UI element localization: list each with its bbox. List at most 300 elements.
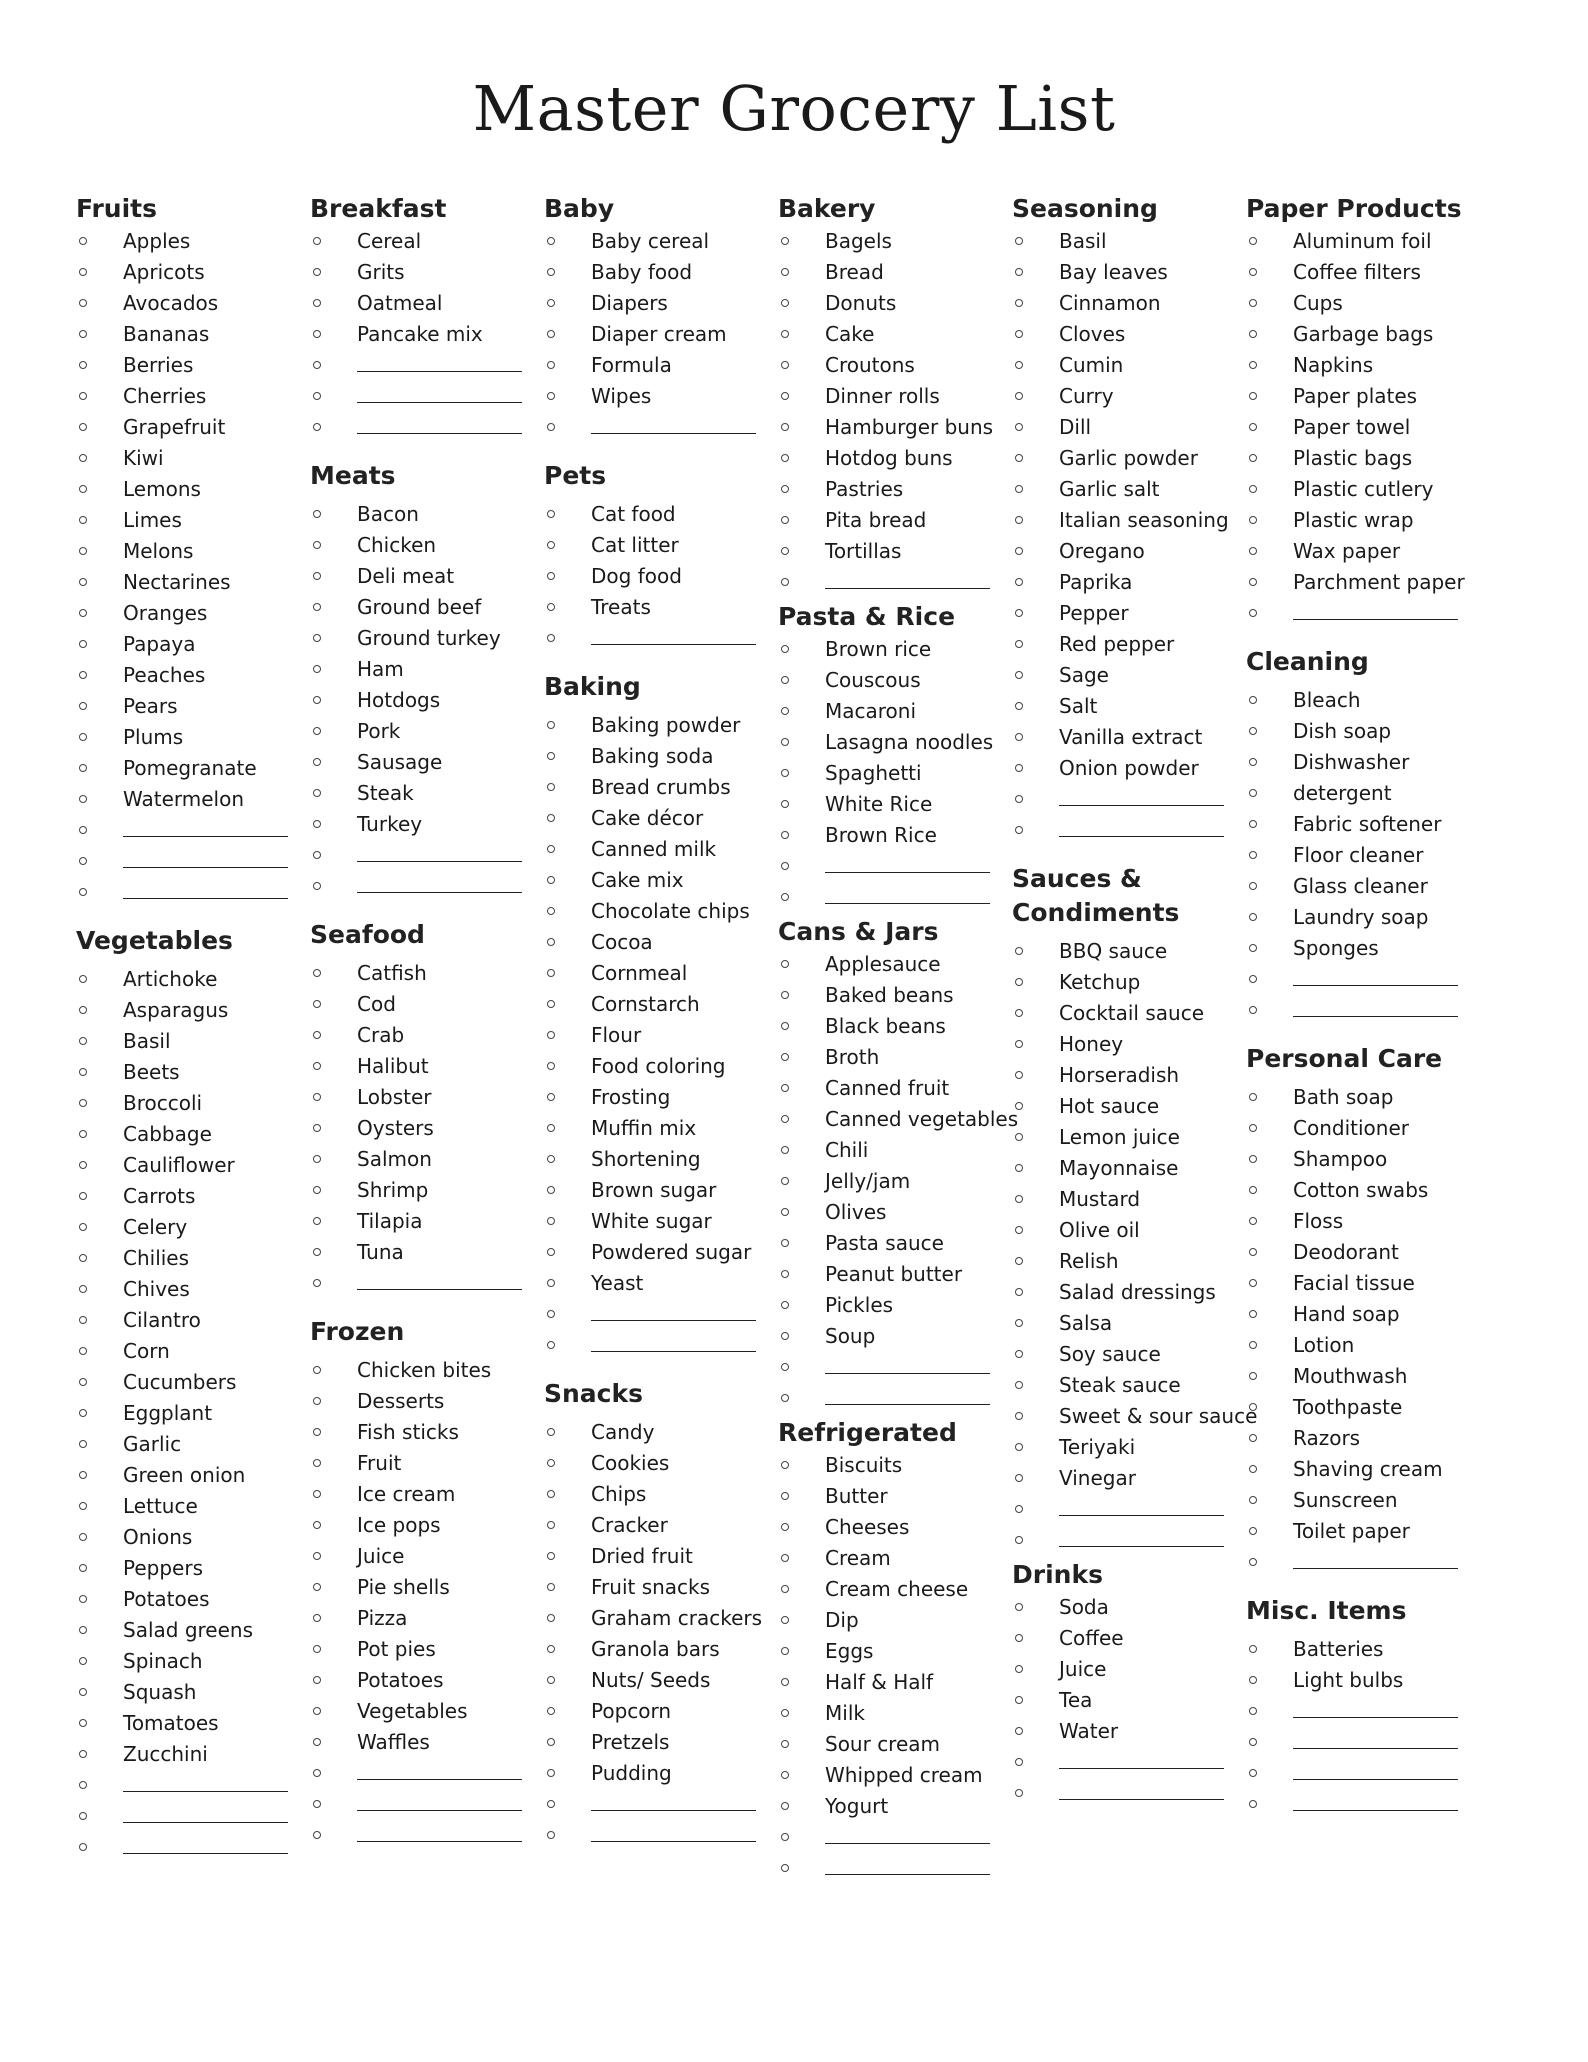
blank-item[interactable] [778, 882, 1018, 913]
checkbox-circle-icon[interactable] [79, 1161, 87, 1169]
blank-item[interactable] [1246, 1789, 1465, 1820]
list-item[interactable] [778, 1636, 1018, 1667]
checkbox-circle-icon[interactable] [547, 1583, 555, 1591]
checkbox-circle-icon[interactable] [781, 1585, 789, 1593]
list-item[interactable] [1012, 567, 1257, 598]
write-in-line[interactable] [1293, 1748, 1458, 1749]
checkbox-circle-icon[interactable] [781, 547, 789, 555]
write-in-line[interactable] [1293, 1568, 1458, 1569]
checkbox-circle-icon[interactable] [547, 752, 555, 760]
checkbox-circle-icon[interactable] [1249, 1800, 1257, 1808]
list-item[interactable] [310, 1417, 522, 1448]
checkbox-circle-icon[interactable] [79, 1006, 87, 1014]
blank-item[interactable] [544, 1299, 762, 1330]
list-item[interactable] [1246, 505, 1465, 536]
checkbox-circle-icon[interactable] [781, 738, 789, 746]
list-item[interactable] [1012, 1184, 1257, 1215]
list-item[interactable] [310, 1603, 522, 1634]
list-item[interactable] [310, 1665, 522, 1696]
checkbox-circle-icon[interactable] [313, 1155, 321, 1163]
checkbox-circle-icon[interactable] [547, 907, 555, 915]
checkbox-circle-icon[interactable] [781, 831, 789, 839]
list-item[interactable] [310, 778, 522, 809]
list-item[interactable] [76, 1243, 288, 1274]
checkbox-circle-icon[interactable] [547, 783, 555, 791]
checkbox-circle-icon[interactable] [547, 1186, 555, 1194]
write-in-line[interactable] [591, 1841, 756, 1842]
checkbox-circle-icon[interactable] [547, 603, 555, 611]
checkbox-circle-icon[interactable] [547, 510, 555, 518]
blank-item[interactable] [1012, 1494, 1257, 1525]
checkbox-circle-icon[interactable] [1015, 1474, 1023, 1482]
blank-item[interactable] [1012, 815, 1257, 846]
checkbox-circle-icon[interactable] [313, 572, 321, 580]
list-item[interactable] [544, 1113, 762, 1144]
list-item[interactable] [778, 1667, 1018, 1698]
checkbox-circle-icon[interactable] [547, 1124, 555, 1132]
checkbox-circle-icon[interactable] [313, 1000, 321, 1008]
list-item[interactable] [544, 1051, 762, 1082]
list-item[interactable] [778, 1574, 1018, 1605]
blank-item[interactable] [1246, 598, 1465, 629]
checkbox-circle-icon[interactable] [1015, 1195, 1023, 1203]
list-item[interactable] [544, 1696, 762, 1727]
checkbox-circle-icon[interactable] [313, 727, 321, 735]
write-in-line[interactable] [1293, 1717, 1458, 1718]
checkbox-circle-icon[interactable] [313, 1186, 321, 1194]
list-item[interactable] [544, 1237, 762, 1268]
blank-item[interactable] [1012, 784, 1257, 815]
checkbox-circle-icon[interactable] [1249, 1558, 1257, 1566]
checkbox-circle-icon[interactable] [1015, 454, 1023, 462]
list-item[interactable] [310, 561, 522, 592]
list-item[interactable] [76, 1367, 288, 1398]
checkbox-circle-icon[interactable] [547, 1310, 555, 1318]
list-item[interactable] [310, 1113, 522, 1144]
checkbox-circle-icon[interactable] [781, 1053, 789, 1061]
list-item[interactable] [1012, 1432, 1257, 1463]
list-item[interactable] [76, 1212, 288, 1243]
list-item[interactable] [76, 964, 288, 995]
checkbox-circle-icon[interactable] [79, 1223, 87, 1231]
checkbox-circle-icon[interactable] [1249, 1403, 1257, 1411]
list-item[interactable] [1246, 933, 1465, 964]
write-in-line[interactable] [591, 1320, 756, 1321]
checkbox-circle-icon[interactable] [547, 1676, 555, 1684]
checkbox-circle-icon[interactable] [1249, 1465, 1257, 1473]
list-item[interactable] [778, 1228, 1018, 1259]
checkbox-circle-icon[interactable] [1015, 764, 1023, 772]
checkbox-circle-icon[interactable] [547, 1614, 555, 1622]
list-item[interactable] [778, 474, 1018, 505]
checkbox-circle-icon[interactable] [79, 1471, 87, 1479]
list-item[interactable] [76, 1584, 288, 1615]
list-item[interactable] [76, 1677, 288, 1708]
list-item[interactable] [76, 1708, 288, 1739]
write-in-line[interactable] [357, 861, 522, 862]
checkbox-circle-icon[interactable] [781, 893, 789, 901]
write-in-line[interactable] [1293, 1016, 1458, 1017]
list-item[interactable] [1012, 722, 1257, 753]
checkbox-circle-icon[interactable] [79, 764, 87, 772]
checkbox-circle-icon[interactable] [547, 423, 555, 431]
checkbox-circle-icon[interactable] [781, 800, 789, 808]
list-item[interactable] [1012, 1623, 1257, 1654]
list-item[interactable] [76, 722, 288, 753]
list-item[interactable] [1246, 1423, 1465, 1454]
checkbox-circle-icon[interactable] [79, 1626, 87, 1634]
write-in-line[interactable] [1293, 619, 1458, 620]
checkbox-circle-icon[interactable] [1249, 330, 1257, 338]
checkbox-circle-icon[interactable] [313, 1279, 321, 1287]
list-item[interactable] [310, 288, 522, 319]
blank-item[interactable] [1012, 1778, 1257, 1809]
checkbox-circle-icon[interactable] [79, 795, 87, 803]
list-item[interactable] [1012, 1215, 1257, 1246]
list-item[interactable] [310, 1541, 522, 1572]
list-item[interactable] [1012, 536, 1257, 567]
list-item[interactable] [778, 634, 1018, 665]
list-item[interactable] [778, 1259, 1018, 1290]
list-item[interactable] [310, 1448, 522, 1479]
checkbox-circle-icon[interactable] [313, 665, 321, 673]
list-item[interactable] [76, 995, 288, 1026]
checkbox-circle-icon[interactable] [781, 1802, 789, 1810]
checkbox-circle-icon[interactable] [1249, 1769, 1257, 1777]
list-item[interactable] [1246, 1237, 1465, 1268]
list-item[interactable] [778, 288, 1018, 319]
checkbox-circle-icon[interactable] [1249, 485, 1257, 493]
checkbox-circle-icon[interactable] [313, 1490, 321, 1498]
list-item[interactable] [778, 789, 1018, 820]
checkbox-circle-icon[interactable] [781, 1678, 789, 1686]
list-item[interactable] [1012, 288, 1257, 319]
checkbox-circle-icon[interactable] [313, 1769, 321, 1777]
write-in-line[interactable] [591, 644, 756, 645]
checkbox-circle-icon[interactable] [79, 1099, 87, 1107]
checkbox-circle-icon[interactable] [1249, 696, 1257, 704]
list-item[interactable] [1246, 1113, 1465, 1144]
checkbox-circle-icon[interactable] [1249, 1310, 1257, 1318]
checkbox-circle-icon[interactable] [79, 1719, 87, 1727]
checkbox-circle-icon[interactable] [781, 1864, 789, 1872]
list-item[interactable] [1246, 474, 1465, 505]
checkbox-circle-icon[interactable] [781, 485, 789, 493]
checkbox-circle-icon[interactable] [1249, 1279, 1257, 1287]
checkbox-circle-icon[interactable] [313, 882, 321, 890]
write-in-line[interactable] [1059, 1768, 1224, 1769]
checkbox-circle-icon[interactable] [313, 1366, 321, 1374]
list-item[interactable] [1012, 967, 1257, 998]
list-item[interactable] [1012, 1716, 1257, 1747]
checkbox-circle-icon[interactable] [547, 1645, 555, 1653]
list-item[interactable] [76, 691, 288, 722]
list-item[interactable] [1012, 319, 1257, 350]
checkbox-circle-icon[interactable] [313, 392, 321, 400]
list-item[interactable] [310, 958, 522, 989]
checkbox-circle-icon[interactable] [1249, 1496, 1257, 1504]
checkbox-circle-icon[interactable] [79, 268, 87, 276]
checkbox-circle-icon[interactable] [1249, 268, 1257, 276]
list-item[interactable] [544, 927, 762, 958]
checkbox-circle-icon[interactable] [79, 1657, 87, 1665]
write-in-line[interactable] [825, 588, 990, 589]
checkbox-circle-icon[interactable] [79, 1750, 87, 1758]
checkbox-circle-icon[interactable] [1015, 1727, 1023, 1735]
checkbox-circle-icon[interactable] [547, 1521, 555, 1529]
blank-item[interactable] [310, 1820, 522, 1851]
checkbox-circle-icon[interactable] [781, 769, 789, 777]
checkbox-circle-icon[interactable] [79, 640, 87, 648]
checkbox-circle-icon[interactable] [1015, 299, 1023, 307]
list-item[interactable] [544, 1206, 762, 1237]
write-in-line[interactable] [825, 1843, 990, 1844]
checkbox-circle-icon[interactable] [781, 423, 789, 431]
checkbox-circle-icon[interactable] [79, 299, 87, 307]
checkbox-circle-icon[interactable] [781, 1740, 789, 1748]
checkbox-circle-icon[interactable] [781, 1332, 789, 1340]
checkbox-circle-icon[interactable] [781, 1709, 789, 1717]
list-item[interactable] [1246, 319, 1465, 350]
list-item[interactable] [1246, 1330, 1465, 1361]
blank-item[interactable] [1246, 995, 1465, 1026]
checkbox-circle-icon[interactable] [79, 485, 87, 493]
list-item[interactable] [1246, 536, 1465, 567]
list-item[interactable] [778, 1760, 1018, 1791]
list-item[interactable] [76, 1522, 288, 1553]
blank-item[interactable] [778, 1352, 1018, 1383]
checkbox-circle-icon[interactable] [781, 960, 789, 968]
checkbox-circle-icon[interactable] [1015, 795, 1023, 803]
checkbox-circle-icon[interactable] [1249, 237, 1257, 245]
list-item[interactable] [778, 257, 1018, 288]
list-item[interactable] [1246, 1082, 1465, 1113]
blank-item[interactable] [310, 840, 522, 871]
write-in-line[interactable] [123, 898, 288, 899]
checkbox-circle-icon[interactable] [547, 845, 555, 853]
checkbox-circle-icon[interactable] [781, 1301, 789, 1309]
checkbox-circle-icon[interactable] [1249, 851, 1257, 859]
checkbox-circle-icon[interactable] [781, 1833, 789, 1841]
checkbox-circle-icon[interactable] [781, 392, 789, 400]
checkbox-circle-icon[interactable] [781, 1022, 789, 1030]
list-item[interactable] [544, 1665, 762, 1696]
blank-item[interactable] [1246, 964, 1465, 995]
blank-item[interactable] [1246, 1696, 1465, 1727]
checkbox-circle-icon[interactable] [1249, 392, 1257, 400]
checkbox-circle-icon[interactable] [313, 1831, 321, 1839]
checkbox-circle-icon[interactable] [547, 1279, 555, 1287]
list-item[interactable] [544, 834, 762, 865]
checkbox-circle-icon[interactable] [79, 392, 87, 400]
list-item[interactable] [310, 989, 522, 1020]
list-item[interactable] [1012, 629, 1257, 660]
checkbox-circle-icon[interactable] [1249, 299, 1257, 307]
write-in-line[interactable] [825, 872, 990, 873]
list-item[interactable] [778, 505, 1018, 536]
checkbox-circle-icon[interactable] [313, 1397, 321, 1405]
list-item[interactable] [1012, 505, 1257, 536]
list-item[interactable] [1246, 840, 1465, 871]
checkbox-circle-icon[interactable] [79, 975, 87, 983]
list-item[interactable] [1246, 1665, 1465, 1696]
checkbox-circle-icon[interactable] [79, 1068, 87, 1076]
checkbox-circle-icon[interactable] [1249, 1006, 1257, 1014]
checkbox-circle-icon[interactable] [79, 454, 87, 462]
list-item[interactable] [310, 1386, 522, 1417]
list-item[interactable] [778, 820, 1018, 851]
list-item[interactable] [310, 685, 522, 716]
list-item[interactable] [1012, 1122, 1257, 1153]
list-item[interactable] [76, 1336, 288, 1367]
checkbox-circle-icon[interactable] [1249, 516, 1257, 524]
checkbox-circle-icon[interactable] [1015, 1696, 1023, 1704]
checkbox-circle-icon[interactable] [313, 423, 321, 431]
checkbox-circle-icon[interactable] [781, 1523, 789, 1531]
checkbox-circle-icon[interactable] [781, 862, 789, 870]
blank-item[interactable] [778, 1822, 1018, 1853]
checkbox-circle-icon[interactable] [313, 1552, 321, 1560]
list-item[interactable] [310, 1479, 522, 1510]
list-item[interactable] [76, 350, 288, 381]
checkbox-circle-icon[interactable] [781, 1616, 789, 1624]
list-item[interactable] [544, 561, 762, 592]
list-item[interactable] [544, 1144, 762, 1175]
list-item[interactable] [1246, 747, 1465, 778]
list-item[interactable] [1012, 1277, 1257, 1308]
checkbox-circle-icon[interactable] [1249, 454, 1257, 462]
checkbox-circle-icon[interactable] [781, 237, 789, 245]
write-in-line[interactable] [1293, 985, 1458, 986]
list-item[interactable] [778, 1073, 1018, 1104]
list-item[interactable] [1246, 1361, 1465, 1392]
checkbox-circle-icon[interactable] [547, 1459, 555, 1467]
checkbox-circle-icon[interactable] [1249, 1645, 1257, 1653]
checkbox-circle-icon[interactable] [313, 541, 321, 549]
list-item[interactable] [1012, 1060, 1257, 1091]
write-in-line[interactable] [1293, 1779, 1458, 1780]
list-item[interactable] [1012, 936, 1257, 967]
checkbox-circle-icon[interactable] [781, 1239, 789, 1247]
checkbox-circle-icon[interactable] [547, 1155, 555, 1163]
list-item[interactable] [76, 1274, 288, 1305]
checkbox-circle-icon[interactable] [79, 609, 87, 617]
list-item[interactable] [778, 1698, 1018, 1729]
checkbox-circle-icon[interactable] [1249, 944, 1257, 952]
checkbox-circle-icon[interactable] [547, 1341, 555, 1349]
checkbox-circle-icon[interactable] [781, 1084, 789, 1092]
checkbox-circle-icon[interactable] [1015, 609, 1023, 617]
write-in-line[interactable] [357, 433, 522, 434]
list-item[interactable] [1012, 1685, 1257, 1716]
checkbox-circle-icon[interactable] [547, 330, 555, 338]
write-in-line[interactable] [591, 1810, 756, 1811]
checkbox-circle-icon[interactable] [79, 1409, 87, 1417]
checkbox-circle-icon[interactable] [547, 1800, 555, 1808]
checkbox-circle-icon[interactable] [79, 1502, 87, 1510]
list-item[interactable] [1012, 1091, 1257, 1122]
checkbox-circle-icon[interactable] [313, 696, 321, 704]
list-item[interactable] [76, 257, 288, 288]
list-item[interactable] [1246, 1392, 1465, 1423]
list-item[interactable] [310, 530, 522, 561]
checkbox-circle-icon[interactable] [313, 789, 321, 797]
checkbox-circle-icon[interactable] [313, 361, 321, 369]
checkbox-circle-icon[interactable] [1015, 1634, 1023, 1642]
list-item[interactable] [544, 1572, 762, 1603]
blank-item[interactable] [76, 877, 288, 908]
list-item[interactable] [310, 1144, 522, 1175]
checkbox-circle-icon[interactable] [781, 676, 789, 684]
checkbox-circle-icon[interactable] [781, 1208, 789, 1216]
checkbox-circle-icon[interactable] [1015, 640, 1023, 648]
checkbox-circle-icon[interactable] [79, 1843, 87, 1851]
checkbox-circle-icon[interactable] [1249, 609, 1257, 617]
checkbox-circle-icon[interactable] [1015, 1381, 1023, 1389]
list-item[interactable] [310, 1206, 522, 1237]
list-item[interactable] [310, 1020, 522, 1051]
checkbox-circle-icon[interactable] [781, 361, 789, 369]
checkbox-circle-icon[interactable] [313, 1093, 321, 1101]
list-item[interactable] [1012, 1463, 1257, 1494]
checkbox-circle-icon[interactable] [79, 1130, 87, 1138]
list-item[interactable] [1246, 1485, 1465, 1516]
list-item[interactable] [76, 443, 288, 474]
list-item[interactable] [76, 660, 288, 691]
checkbox-circle-icon[interactable] [1015, 947, 1023, 955]
checkbox-circle-icon[interactable] [79, 1688, 87, 1696]
list-item[interactable] [778, 758, 1018, 789]
list-item[interactable] [1246, 1206, 1465, 1237]
list-item[interactable] [544, 288, 762, 319]
checkbox-circle-icon[interactable] [781, 1177, 789, 1185]
checkbox-circle-icon[interactable] [313, 1676, 321, 1684]
checkbox-circle-icon[interactable] [547, 1490, 555, 1498]
list-item[interactable] [1012, 412, 1257, 443]
list-item[interactable] [1012, 1401, 1257, 1432]
list-item[interactable] [544, 257, 762, 288]
list-item[interactable] [544, 1727, 762, 1758]
checkbox-circle-icon[interactable] [313, 1521, 321, 1529]
blank-item[interactable] [1012, 1747, 1257, 1778]
checkbox-circle-icon[interactable] [1015, 1164, 1023, 1172]
blank-item[interactable] [1246, 1758, 1465, 1789]
list-item[interactable] [778, 1512, 1018, 1543]
checkbox-circle-icon[interactable] [313, 1738, 321, 1746]
list-item[interactable] [778, 949, 1018, 980]
checkbox-circle-icon[interactable] [79, 702, 87, 710]
list-item[interactable] [544, 1758, 762, 1789]
checkbox-circle-icon[interactable] [1249, 547, 1257, 555]
list-item[interactable] [1246, 381, 1465, 412]
write-in-line[interactable] [123, 1822, 288, 1823]
list-item[interactable] [310, 1510, 522, 1541]
write-in-line[interactable] [1059, 1546, 1224, 1547]
list-item[interactable] [310, 1634, 522, 1665]
checkbox-circle-icon[interactable] [79, 1533, 87, 1541]
checkbox-circle-icon[interactable] [79, 1781, 87, 1789]
checkbox-circle-icon[interactable] [547, 572, 555, 580]
write-in-line[interactable] [1059, 836, 1224, 837]
checkbox-circle-icon[interactable] [781, 1394, 789, 1402]
checkbox-circle-icon[interactable] [781, 1771, 789, 1779]
list-item[interactable] [1012, 1370, 1257, 1401]
checkbox-circle-icon[interactable] [313, 1428, 321, 1436]
list-item[interactable] [544, 1510, 762, 1541]
checkbox-circle-icon[interactable] [1249, 1676, 1257, 1684]
list-item[interactable] [1012, 1592, 1257, 1623]
write-in-line[interactable] [825, 1373, 990, 1374]
